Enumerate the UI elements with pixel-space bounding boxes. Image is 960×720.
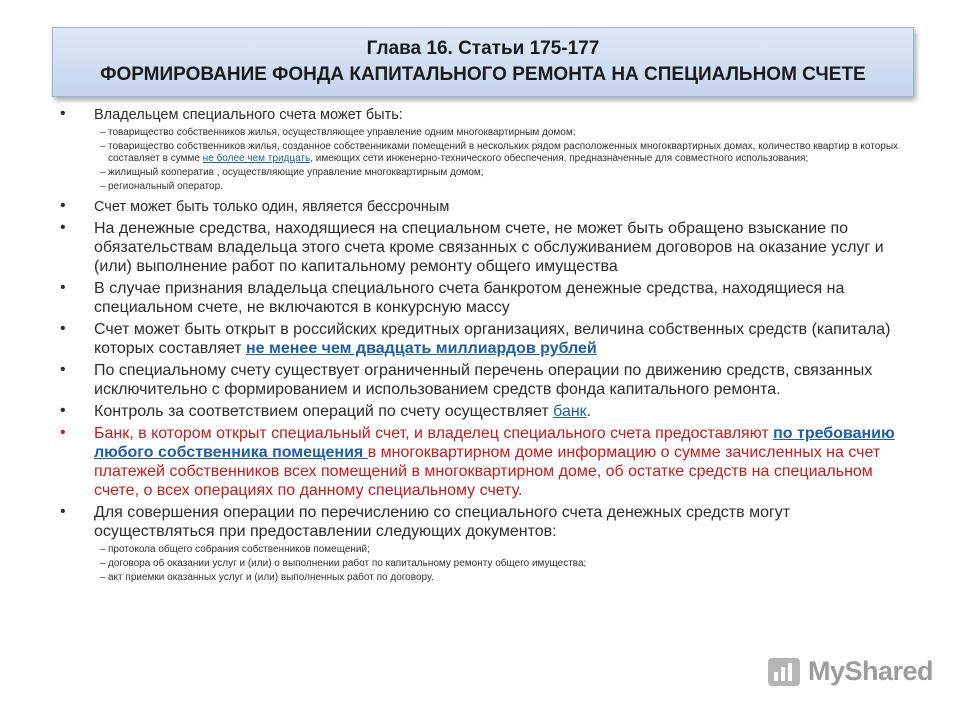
list-item xyxy=(58,503,908,541)
bullet-icon: • xyxy=(60,402,66,419)
slide-content xyxy=(58,106,908,586)
bullet-icon: • xyxy=(60,361,66,378)
list-item-text: Для совершения операции по перечислению со специального счета денежных средств могут осуществляться при предоставлении следующих документов: xyxy=(94,504,791,540)
section-title: ФОРМИРОВАНИЕ ФОНДА КАПИТАЛЬНОГО РЕМОНТА НА СПЕЦИАЛЬНОМ СЧЕТЕ xyxy=(100,64,866,85)
sub-item-text: договора об оказании услуг и (или) о выполнении работ по капитальному ремонту общего имущества; xyxy=(108,558,587,569)
list-item-text: Счет может быть открыт в российских кредитных организациях, величина собственных средств (капитала) которых составляет xyxy=(94,321,891,357)
bullet-icon: • xyxy=(60,197,66,214)
link-thirty[interactable]: не более чем тридцать xyxy=(202,153,311,164)
bullet-icon: • xyxy=(60,105,66,122)
sub-item-text: жилищный кооператив , осуществляющие управление многоквартирным домом; xyxy=(108,167,484,178)
link-bank[interactable]: банк xyxy=(553,403,587,420)
bullet-icon: • xyxy=(60,320,66,337)
list-item xyxy=(58,320,908,358)
dash-icon: – xyxy=(100,572,106,583)
watermark-text: MyShared xyxy=(808,656,934,686)
list-item xyxy=(58,402,908,421)
dash-icon: – xyxy=(100,141,106,152)
list-item-text: По специальному счету существует ограниченный перечень операции по движению средств, связанных исключительно с формированием и использованием средств фонда капитального ремонта. xyxy=(94,362,873,398)
sub-item-text: товарищество собственников жилья, созданное собственниками помещений в нескольких рядом расположенных многоквартирных домах, количество квартир в которых составляет в сумме xyxy=(108,141,899,164)
list-item xyxy=(58,361,908,399)
bullet-icon: • xyxy=(60,219,66,236)
sub-item-text: региональный оператор. xyxy=(108,181,223,192)
watermark xyxy=(766,652,934,692)
dash-icon: – xyxy=(100,558,106,569)
sub-item xyxy=(58,544,908,556)
bullet-icon: • xyxy=(60,424,66,441)
link-owner-request[interactable]: по требованию любого собственника помещения xyxy=(94,425,895,461)
sub-item xyxy=(58,572,908,584)
bullet-icon: • xyxy=(60,503,66,520)
chapter-title: Глава 16. Статьи 175-177 xyxy=(366,38,600,59)
owners-heading: Владельцем специального счета может быть: xyxy=(94,107,403,123)
sub-item-text: протокола общего собрания собственников помещений; xyxy=(108,544,370,555)
dash-icon: – xyxy=(100,127,106,138)
sub-item-text: , имеющих сети инженерно-технического обеспечения, предназначенные для совместного использования; xyxy=(310,153,809,164)
sub-item-text: товарищество собственников жилья, осуществляющее управление одним многоквартирным домом; xyxy=(108,127,576,138)
sub-item xyxy=(58,181,908,193)
list-item-text: В случае признания владельца специального счета банкротом денежные средства, находящиеся на специальном счете, не включаются в конкурсную массу xyxy=(94,280,845,316)
list-item-text: Банк, в котором открыт специальный счет, и владелец специального счета предоставляют xyxy=(94,425,774,442)
list-item-text: в многоквартирном доме информацию о сумме зачисленных на счет платежей собственников всех помещений в многоквартирном доме, об остатке средств на специальном счете, о всех операциях по данному специальному счету. xyxy=(94,444,881,499)
bullet-icon: • xyxy=(60,279,66,296)
list-item-text: Счет может быть только один, является бессрочным xyxy=(94,199,450,215)
slide-title-box xyxy=(52,27,914,97)
list-item xyxy=(58,219,908,276)
list-item xyxy=(58,106,908,124)
myshared-logo-icon xyxy=(766,654,802,690)
dash-icon: – xyxy=(100,167,106,178)
dash-icon: – xyxy=(100,544,106,555)
list-item xyxy=(58,279,908,317)
list-item xyxy=(58,198,908,216)
dash-icon: – xyxy=(100,181,106,192)
sub-item xyxy=(58,558,908,570)
sub-item-text: акт приемки оказанных услуг и (или) выполненных работ по договору. xyxy=(108,572,434,583)
list-item-text: Контроль за соответствием операций по счету осуществляет xyxy=(94,403,554,420)
link-twenty-billion[interactable]: не менее чем двадцать миллиардов рублей xyxy=(246,340,597,357)
list-item-text: . xyxy=(586,403,592,420)
list-item-text: На денежные средства, находящиеся на специальном счете, не может быть обращено взыскание по обязательствам владельца этого счета кроме связанных с обслуживанием договоров на оказание услуг и (или) выполнение работ по капитальному ремонту общего имущества xyxy=(94,220,884,275)
list-item xyxy=(58,424,908,500)
sub-item xyxy=(58,167,908,179)
sub-item xyxy=(58,127,908,139)
sub-item xyxy=(58,141,908,165)
